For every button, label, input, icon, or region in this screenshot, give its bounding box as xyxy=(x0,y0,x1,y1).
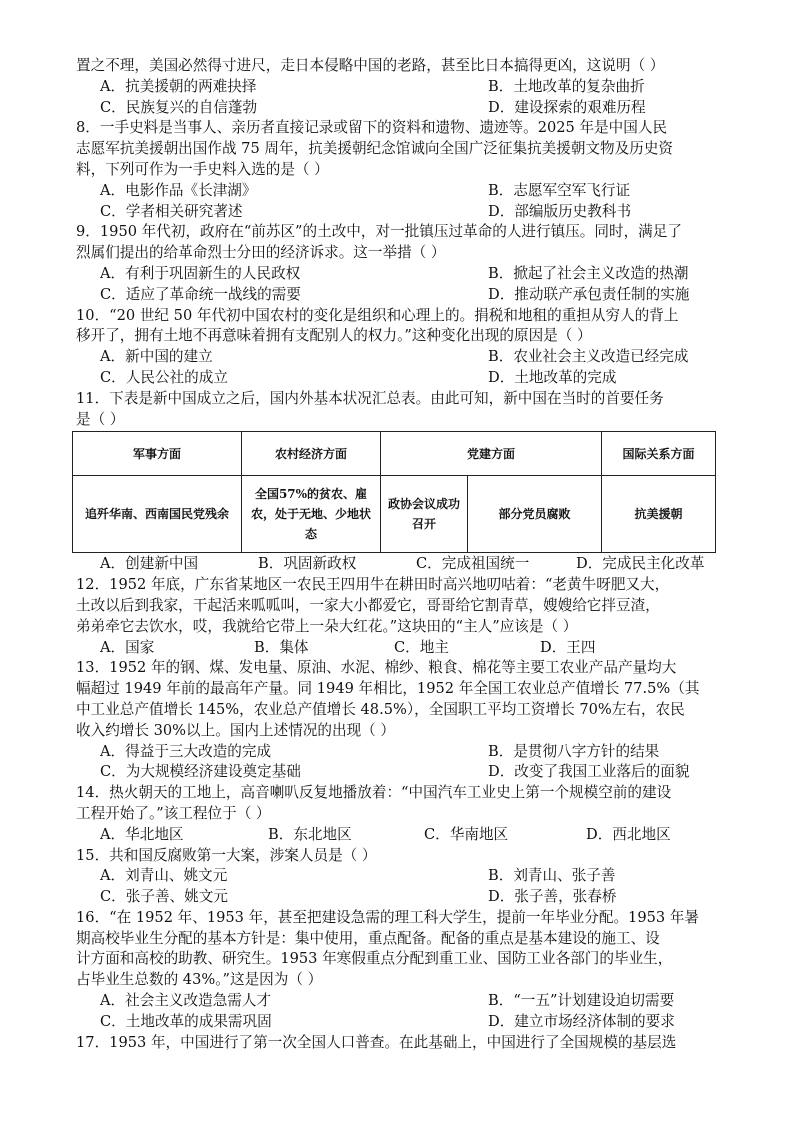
option-b[interactable]: B．是贯彻八字方针的结果 xyxy=(488,742,660,760)
q7-options-ab xyxy=(76,77,724,98)
q14-stem: 14．热火朝天的工地上，高音喇叭反复地播放着：“中国汽车工业史上第一个规模空前的建设 xyxy=(76,784,672,802)
q9-stem: 烈属们提出的给革命烈士分田的经济诉求。这一举措（ ） xyxy=(76,244,446,262)
option-b[interactable]: B．掀起了社会主义改造的热潮 xyxy=(488,264,689,282)
option-c[interactable]: C．学者相关研究著述 xyxy=(100,202,243,220)
option-b[interactable]: B．农业社会主义改造已经完成 xyxy=(488,348,689,366)
option-c[interactable]: C．人民公社的成立 xyxy=(100,368,228,386)
q10-stem: 移开了，拥有土地不再意味着拥有支配别人的权力。”这种变化出现的原因是（ ） xyxy=(76,327,592,345)
q13-stem: 幅超过 1949 年前的最高年产量。同 1949 年相比，1952 年全国工农业总产值增长 77.5%（其 xyxy=(76,680,700,698)
q8-options-ab xyxy=(76,181,724,202)
option-d[interactable]: D．建立市场经济体制的要求 xyxy=(488,1012,675,1030)
table-cell: 追歼华南、西南国民党残余 xyxy=(73,476,242,553)
q15-stem: 15．共和国反腐败第一大案，涉案人员是（ ） xyxy=(76,846,377,864)
q11-stem: 11．下表是新中国成立之后，国内外基本状况汇总表。由此可知，新中国在当时的首要任务 xyxy=(76,389,664,407)
option-a[interactable]: A．社会主义改造急需人才 xyxy=(100,992,272,1010)
option-b[interactable]: B．东北地区 xyxy=(268,825,352,843)
option-c[interactable]: C．华南地区 xyxy=(424,825,509,843)
exam-page xyxy=(76,56,724,1053)
q8-stem: 志愿军抗美援朝出国作战 75 周年，抗美援朝纪念馆诚向全国广泛征集抗美援朝文物及历史资 xyxy=(76,140,674,158)
option-d[interactable]: D．西北地区 xyxy=(586,825,671,843)
option-c[interactable]: C．民族复兴的自信蓬勃 xyxy=(100,98,258,116)
q13-stem: 13．1952 年的钢、煤、发电量、原油、水泥、棉纱、粮食、棉花等主要工农业产品产量均大 xyxy=(76,659,677,677)
option-a[interactable]: A．刘青山、姚文元 xyxy=(100,867,228,885)
q16-options-ab xyxy=(76,991,724,1012)
q8-stem: 8．一手史料是当事人、亲历者直接记录或留下的资料和遗物、遗迹等。2025 年是中国人民 xyxy=(76,119,668,137)
option-b[interactable]: B．巩固新政权 xyxy=(258,555,357,573)
option-d[interactable]: D．王四 xyxy=(540,638,596,656)
option-b[interactable]: B．土地改革的复杂曲折 xyxy=(488,77,645,95)
q15-options-ab xyxy=(76,866,724,887)
table-header: 国际关系方面 xyxy=(602,432,716,476)
q11-stem: 是（ ） xyxy=(76,410,125,428)
q7-options-cd xyxy=(76,98,724,119)
q16-options-cd xyxy=(76,1012,724,1033)
table-cell: 抗美援朝 xyxy=(602,476,716,553)
q14-options xyxy=(76,825,724,846)
q15-options-cd xyxy=(76,887,724,908)
table-header: 党建方面 xyxy=(381,432,602,476)
q16-stem: 期高校毕业生分配的基本方针是：集中使用，重点配备。配备的重点是基本建设的施工、设 xyxy=(76,929,660,947)
q7-stem: 置之不理，美国必然得寸进尺，走日本侵略中国的老路，甚至比日本搞得更凶，这说明（ ） xyxy=(76,57,665,74)
option-a[interactable]: A．得益于三大改造的完成 xyxy=(100,742,272,760)
q11-options xyxy=(76,554,724,575)
q9-stem: 9．1950 年代初，政府在“前苏区”的土改中，对一批镇压过革命的人进行镇压。同时，满足了 xyxy=(76,223,682,241)
q9-options-cd xyxy=(76,285,724,306)
option-a[interactable]: A．华北地区 xyxy=(100,825,184,843)
q10-stem: 10．“20 世纪 50 年代初中国农村的变化是组织和心理上的。捐税和地租的重担从穷人的背上 xyxy=(76,306,679,324)
q8-stem: 料，下列可作为一手史料入选的是（ ） xyxy=(76,160,329,178)
option-a[interactable]: A．抗美援朝的两难抉择 xyxy=(100,77,257,95)
q10-options-cd xyxy=(76,368,724,389)
q12-stem: 弟弟牵它去饮水，哎，我就给它带上一朵大红花。”这块田的“主人”应该是（ ） xyxy=(76,617,578,635)
q10-options-ab xyxy=(76,347,724,368)
q13-stem: 收入约增长 30%以上。国内上述情况的出现（ ） xyxy=(76,721,395,739)
option-d[interactable]: D．建设探索的艰难历程 xyxy=(488,98,646,116)
option-c[interactable]: C．张子善、姚文元 xyxy=(100,888,228,906)
option-d[interactable]: D．改变了我国工业落后的面貌 xyxy=(488,763,690,781)
q16-stem: 16．“在 1952 年、1953 年，甚至把建设急需的理工科大学生，提前一年毕业分配。1953 年暑 xyxy=(76,908,700,926)
option-d[interactable]: D．土地改革的完成 xyxy=(488,368,617,386)
option-a[interactable]: A．新中国的建立 xyxy=(100,348,213,366)
q13-options-cd xyxy=(76,762,724,783)
q14-stem: 工程开始了。”该工程位于（ ） xyxy=(76,804,271,822)
option-b[interactable]: B．刘青山、张子善 xyxy=(488,867,616,885)
option-d[interactable]: D．推动联产承包责任制的实施 xyxy=(488,285,690,303)
option-d[interactable]: D．张子善，张春桥 xyxy=(488,888,617,906)
q17-stem: 17．1953 年，中国进行了第一次全国人口普查。在此基础上，中国进行了全国规模的基层选 xyxy=(76,1033,677,1051)
q16-stem: 占毕业生总数的 43%。”这是因为（ ） xyxy=(76,971,323,989)
option-c[interactable]: C．完成祖国统一 xyxy=(416,555,530,573)
table-cell: 部分党员腐败 xyxy=(468,476,602,553)
q13-options-ab xyxy=(76,742,724,763)
option-d[interactable]: D．部编版历史教科书 xyxy=(488,202,632,220)
q13-stem: 中工业总产值增长 145%，农业总产值增长 48.5%），全国职工平均工资增长 70%左右，农民 xyxy=(76,700,685,718)
option-d[interactable]: D．完成民主化改革 xyxy=(576,555,705,573)
q16-stem: 计方面和高校的助教、研究生。1953 年寒假重点分配到重工业、国防工业各部门的毕业生， xyxy=(76,950,673,968)
q9-options-ab xyxy=(76,264,724,285)
option-a[interactable]: A．电影作品《长津湖》 xyxy=(100,181,257,199)
option-c[interactable]: C．土地改革的成果需巩固 xyxy=(100,1012,272,1030)
table-header: 军事方面 xyxy=(73,432,242,476)
option-a[interactable]: A．创建新中国 xyxy=(100,555,199,573)
option-b[interactable]: B．志愿军空军飞行证 xyxy=(488,181,631,199)
option-c[interactable]: C．地主 xyxy=(394,638,449,656)
option-b[interactable]: B．“一五”计划建设迫切需要 xyxy=(488,992,675,1010)
option-a[interactable]: A．有利于巩固新生的人民政权 xyxy=(100,264,301,282)
q12-options xyxy=(76,638,724,659)
q8-options-cd xyxy=(76,202,724,223)
table-header: 农村经济方面 xyxy=(242,432,381,476)
option-a[interactable]: A．国家 xyxy=(100,638,155,656)
option-c[interactable]: C．为大规模经济建设奠定基础 xyxy=(100,763,301,781)
q12-stem: 12．1952 年底，广东省某地区一农民王四用牛在耕田时高兴地叨咕着：“老黄牛呀肥又大， xyxy=(76,576,670,594)
table-cell: 全国57%的贫农、雇农，处于无地、少地状态 xyxy=(242,476,381,553)
situation-table xyxy=(72,431,716,553)
table-cell: 政协会议成功召开 xyxy=(381,476,468,553)
option-c[interactable]: C．适应了革命统一战线的需要 xyxy=(100,285,301,303)
q12-stem: 土改以后到我家，干起活来呱呱叫，一家大小都爱它，哥哥给它割青草，嫂嫂给它拌豆渣， xyxy=(76,596,660,614)
option-b[interactable]: B．集体 xyxy=(254,638,309,656)
